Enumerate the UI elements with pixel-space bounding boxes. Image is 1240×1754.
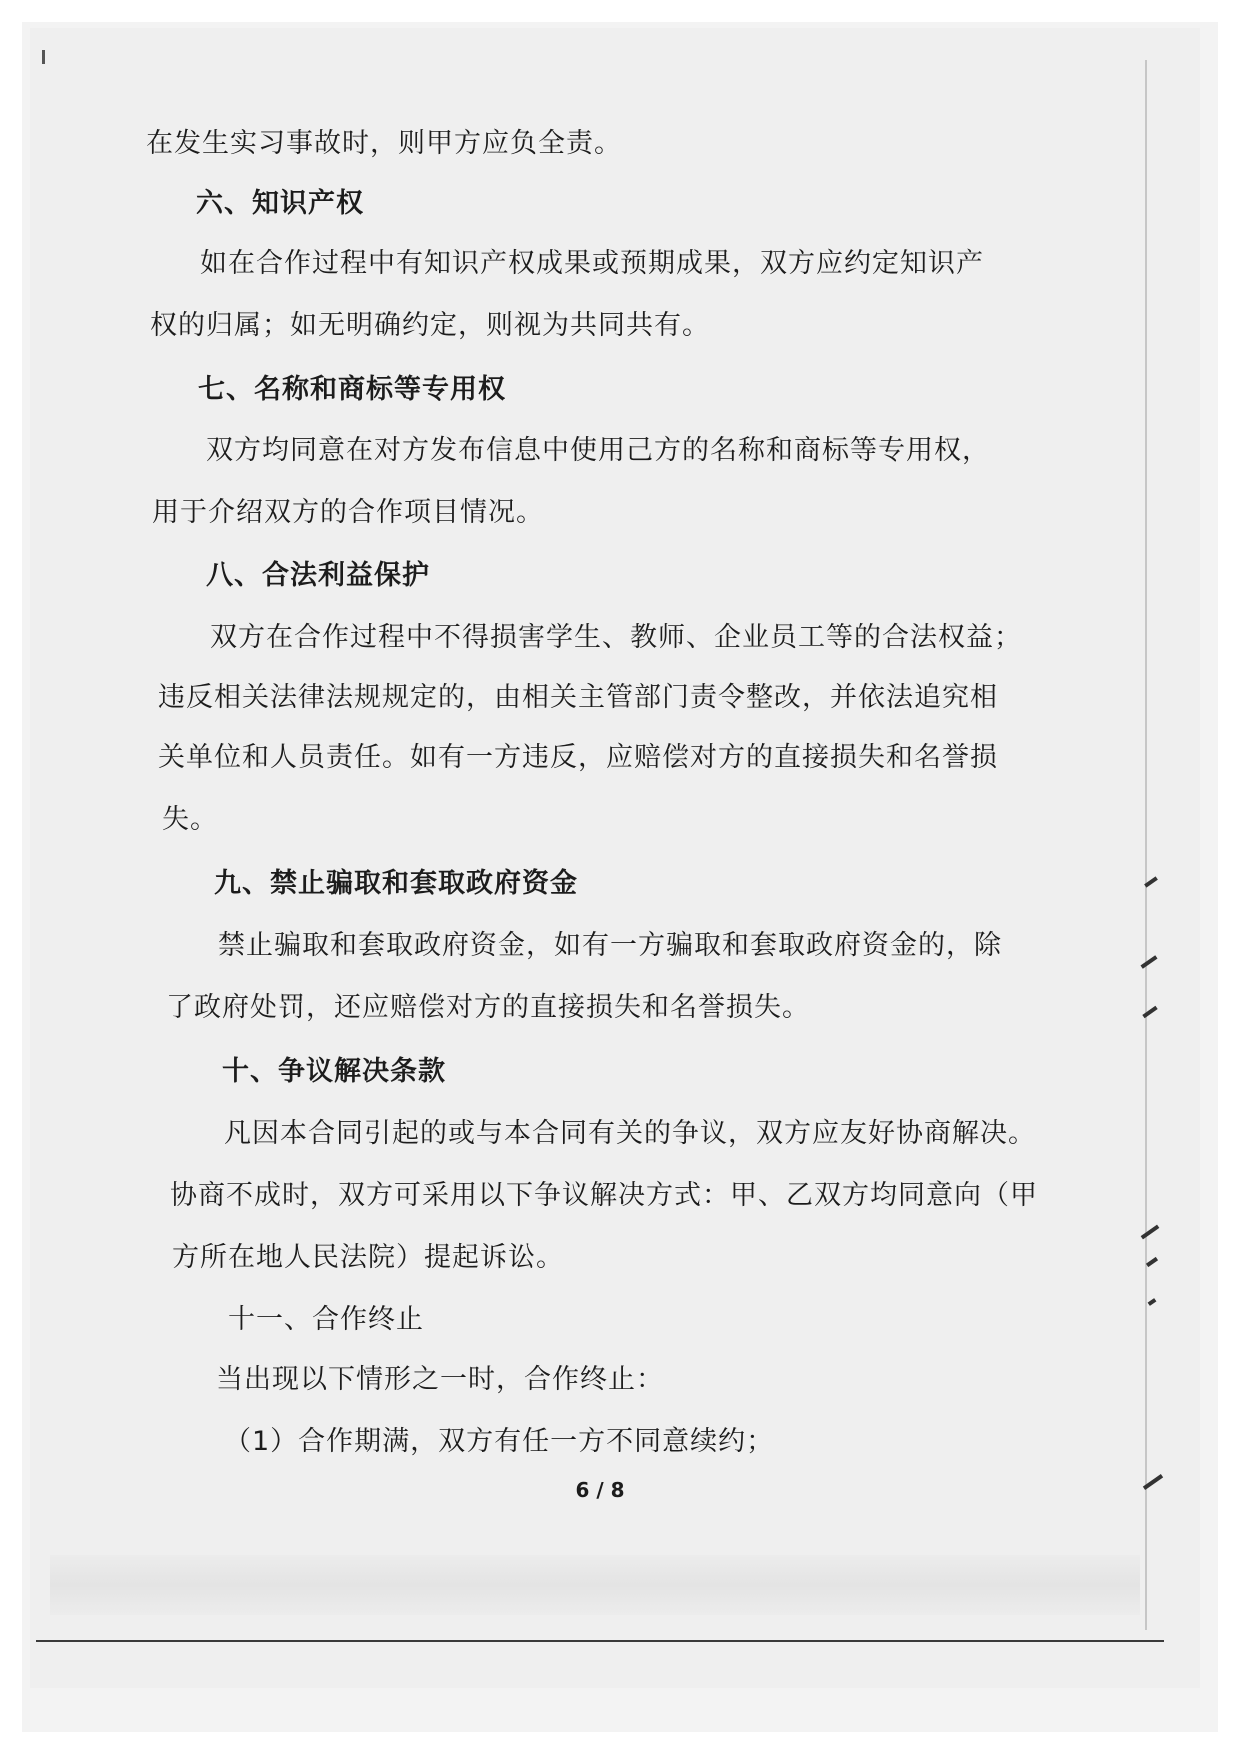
paragraph-line: 关单位和人员责任。如有一方违反，应赔偿对方的直接损失和名誉损 (158, 742, 998, 773)
section-heading-legal-rights: 八、合法利益保护 (206, 560, 430, 591)
list-item: （1）合作期满，双方有任一方不同意续约； (224, 1426, 775, 1457)
paragraph-line: 协商不成时，双方可采用以下争议解决方式：甲、乙双方均同意向（甲 (170, 1180, 1038, 1211)
paragraph-line: 了政府处罚，还应赔偿对方的直接损失和名誉损失。 (166, 992, 810, 1023)
paragraph-line: 双方在合作过程中不得损害学生、教师、企业员工等的合法权益； (210, 622, 1022, 653)
paragraph-line: 禁止骗取和套取政府资金，如有一方骗取和套取政府资金的，除 (218, 930, 1002, 961)
page-number: 6 / 8 (575, 1478, 625, 1502)
paragraph-line: 方所在地人民法院）提起诉讼。 (172, 1242, 564, 1273)
paragraph-line: 失。 (162, 804, 218, 835)
section-heading-intellectual-property: 六、知识产权 (196, 188, 364, 219)
paragraph-line: 如在合作过程中有知识产权成果或预期成果，双方应约定知识产 (200, 248, 984, 279)
page-bottom-rule (36, 1640, 1164, 1642)
paragraph-line: 双方均同意在对方发布信息中使用己方的名称和商标等专用权， (206, 435, 990, 466)
scan-shadow-band (50, 1555, 1140, 1615)
paragraph-line: 权的归属；如无明确约定，则视为共同共有。 (150, 310, 710, 341)
section-heading-names-trademarks: 七、名称和商标等专用权 (198, 374, 506, 405)
paragraph-line: 违反相关法律法规规定的，由相关主管部门责令整改，并依法追究相 (158, 682, 998, 713)
paragraph-line: 当出现以下情形之一时，合作终止： (216, 1364, 664, 1395)
scan-edge-marks (1140, 820, 1180, 1500)
scan-artifact-mark (42, 50, 45, 64)
section-heading-dispute-resolution: 十、争议解决条款 (222, 1056, 446, 1087)
paragraph-line: 用于介绍双方的合作项目情况。 (152, 497, 544, 528)
section-heading-termination: 十一、合作终止 (228, 1304, 424, 1335)
paragraph-line: 凡因本合同引起的或与本合同有关的争议，双方应友好协商解决。 (224, 1118, 1036, 1149)
paragraph-line: 在发生实习事故时，则甲方应负全责。 (146, 128, 622, 159)
section-heading-government-funds: 九、禁止骗取和套取政府资金 (214, 868, 578, 899)
